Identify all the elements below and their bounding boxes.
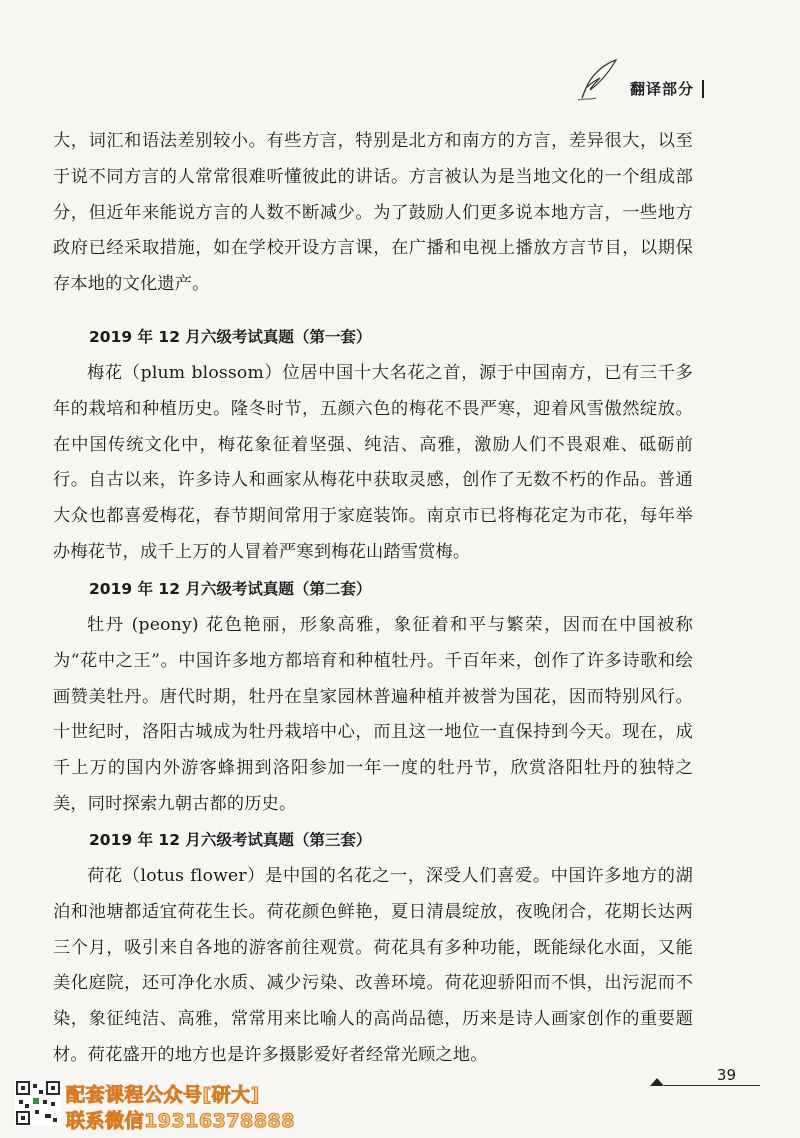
continued-text-block bbox=[53, 124, 693, 303]
exam-section-title: 2019 年 12 月六级考试真题（第三套） bbox=[89, 831, 372, 849]
section-title: 翻译部分 bbox=[630, 80, 704, 98]
exam-section-1 bbox=[53, 322, 693, 571]
exam-section-title: 2019 年 12 月六级考试真题（第一套） bbox=[89, 328, 372, 346]
triangle-icon bbox=[650, 1078, 664, 1086]
watermark-line-1: 配套课程公众号[研大] bbox=[66, 1084, 260, 1106]
page-header bbox=[576, 58, 704, 102]
body-paragraph: 荷花（lotus flower）是中国的名花之一，深受人们喜爱。中国许多地方的湖泊和池塘都适宜荷花生长。荷花颜色鲜艳，夏日清晨绽放，夜晚闭合，花期长达两三个月，吸引来自各地的游客前往观赏。荷花具有多种功能，既能绿化水面，又能美化庭院，还可净化水质、减少污染、改善环境。荷花迎骄阳而不惧，出污泥而不染，象征纯洁、高雅，常常用来比喻人的高尚品德，历来是诗人画家创作的重要题材。荷花盛开的地方也是许多摄影爱好者经常光顾之地。 bbox=[53, 866, 693, 1065]
page-number: 39 bbox=[716, 1066, 736, 1084]
watermark-line-2: 联系微信19316378888 bbox=[66, 1110, 295, 1132]
body-paragraph: 梅花（plum blossom）位居中国十大名花之首，源于中国南方，已有三千多年的栽培和种植历史。隆冬时节，五颜六色的梅花不畏严寒，迎着风雪傲然绽放。在中国传统文化中，梅花象征着坚强、纯洁、高雅，激励人们不畏艰难、砥砺前行。自古以来，许多诗人和画家从梅花中获取灵感，创作了无数不朽的作品。普通大众也都喜爱梅花，春节期间常用于家庭装饰。南京市已将梅花定为市花，每年举办梅花节，成千上万的人冒着严寒到梅花山踏雪赏梅。 bbox=[53, 363, 693, 562]
divider bbox=[664, 1085, 760, 1086]
exam-section-2 bbox=[53, 574, 693, 823]
page-number-marker bbox=[650, 1062, 760, 1092]
body-paragraph: 大，词汇和语法差别较小。有些方言，特别是北方和南方的方言，差异很大，以至于说不同方言的人常常很难听懂彼此的讲话。方言被认为是当地文化的一个组成部分，但近年来能说方言的人数不断减少。为了鼓励人们更多说本地方言，一些地方政府已经采取措施，如在学校开设方言课，在广播和电视上播放方言节目，以期保存本地的文化遗产。 bbox=[53, 131, 693, 295]
exam-section-title: 2019 年 12 月六级考试真题（第二套） bbox=[89, 580, 372, 598]
exam-section-3 bbox=[53, 825, 693, 1074]
qr-code-icon bbox=[15, 1080, 61, 1126]
quill-pen-icon bbox=[576, 58, 620, 102]
body-paragraph: 牡丹 (peony) 花色艳丽，形象高雅，象征着和平与繁荣，因而在中国被称为“花中之王”。中国许多地方都培育和种植牡丹。千百年来，创作了许多诗歌和绘画赞美牡丹。唐代时期，牡丹在皇家园林普遍种植并被誉为国花，因而特别风行。十世纪时，洛阳古城成为牡丹栽培中心，而且这一地位一直保持到今天。现在，成千上万的国内外游客蜂拥到洛阳参加一年一度的牡丹节，欣赏洛阳牡丹的独特之美，同时探索九朝古都的历史。 bbox=[53, 615, 693, 814]
